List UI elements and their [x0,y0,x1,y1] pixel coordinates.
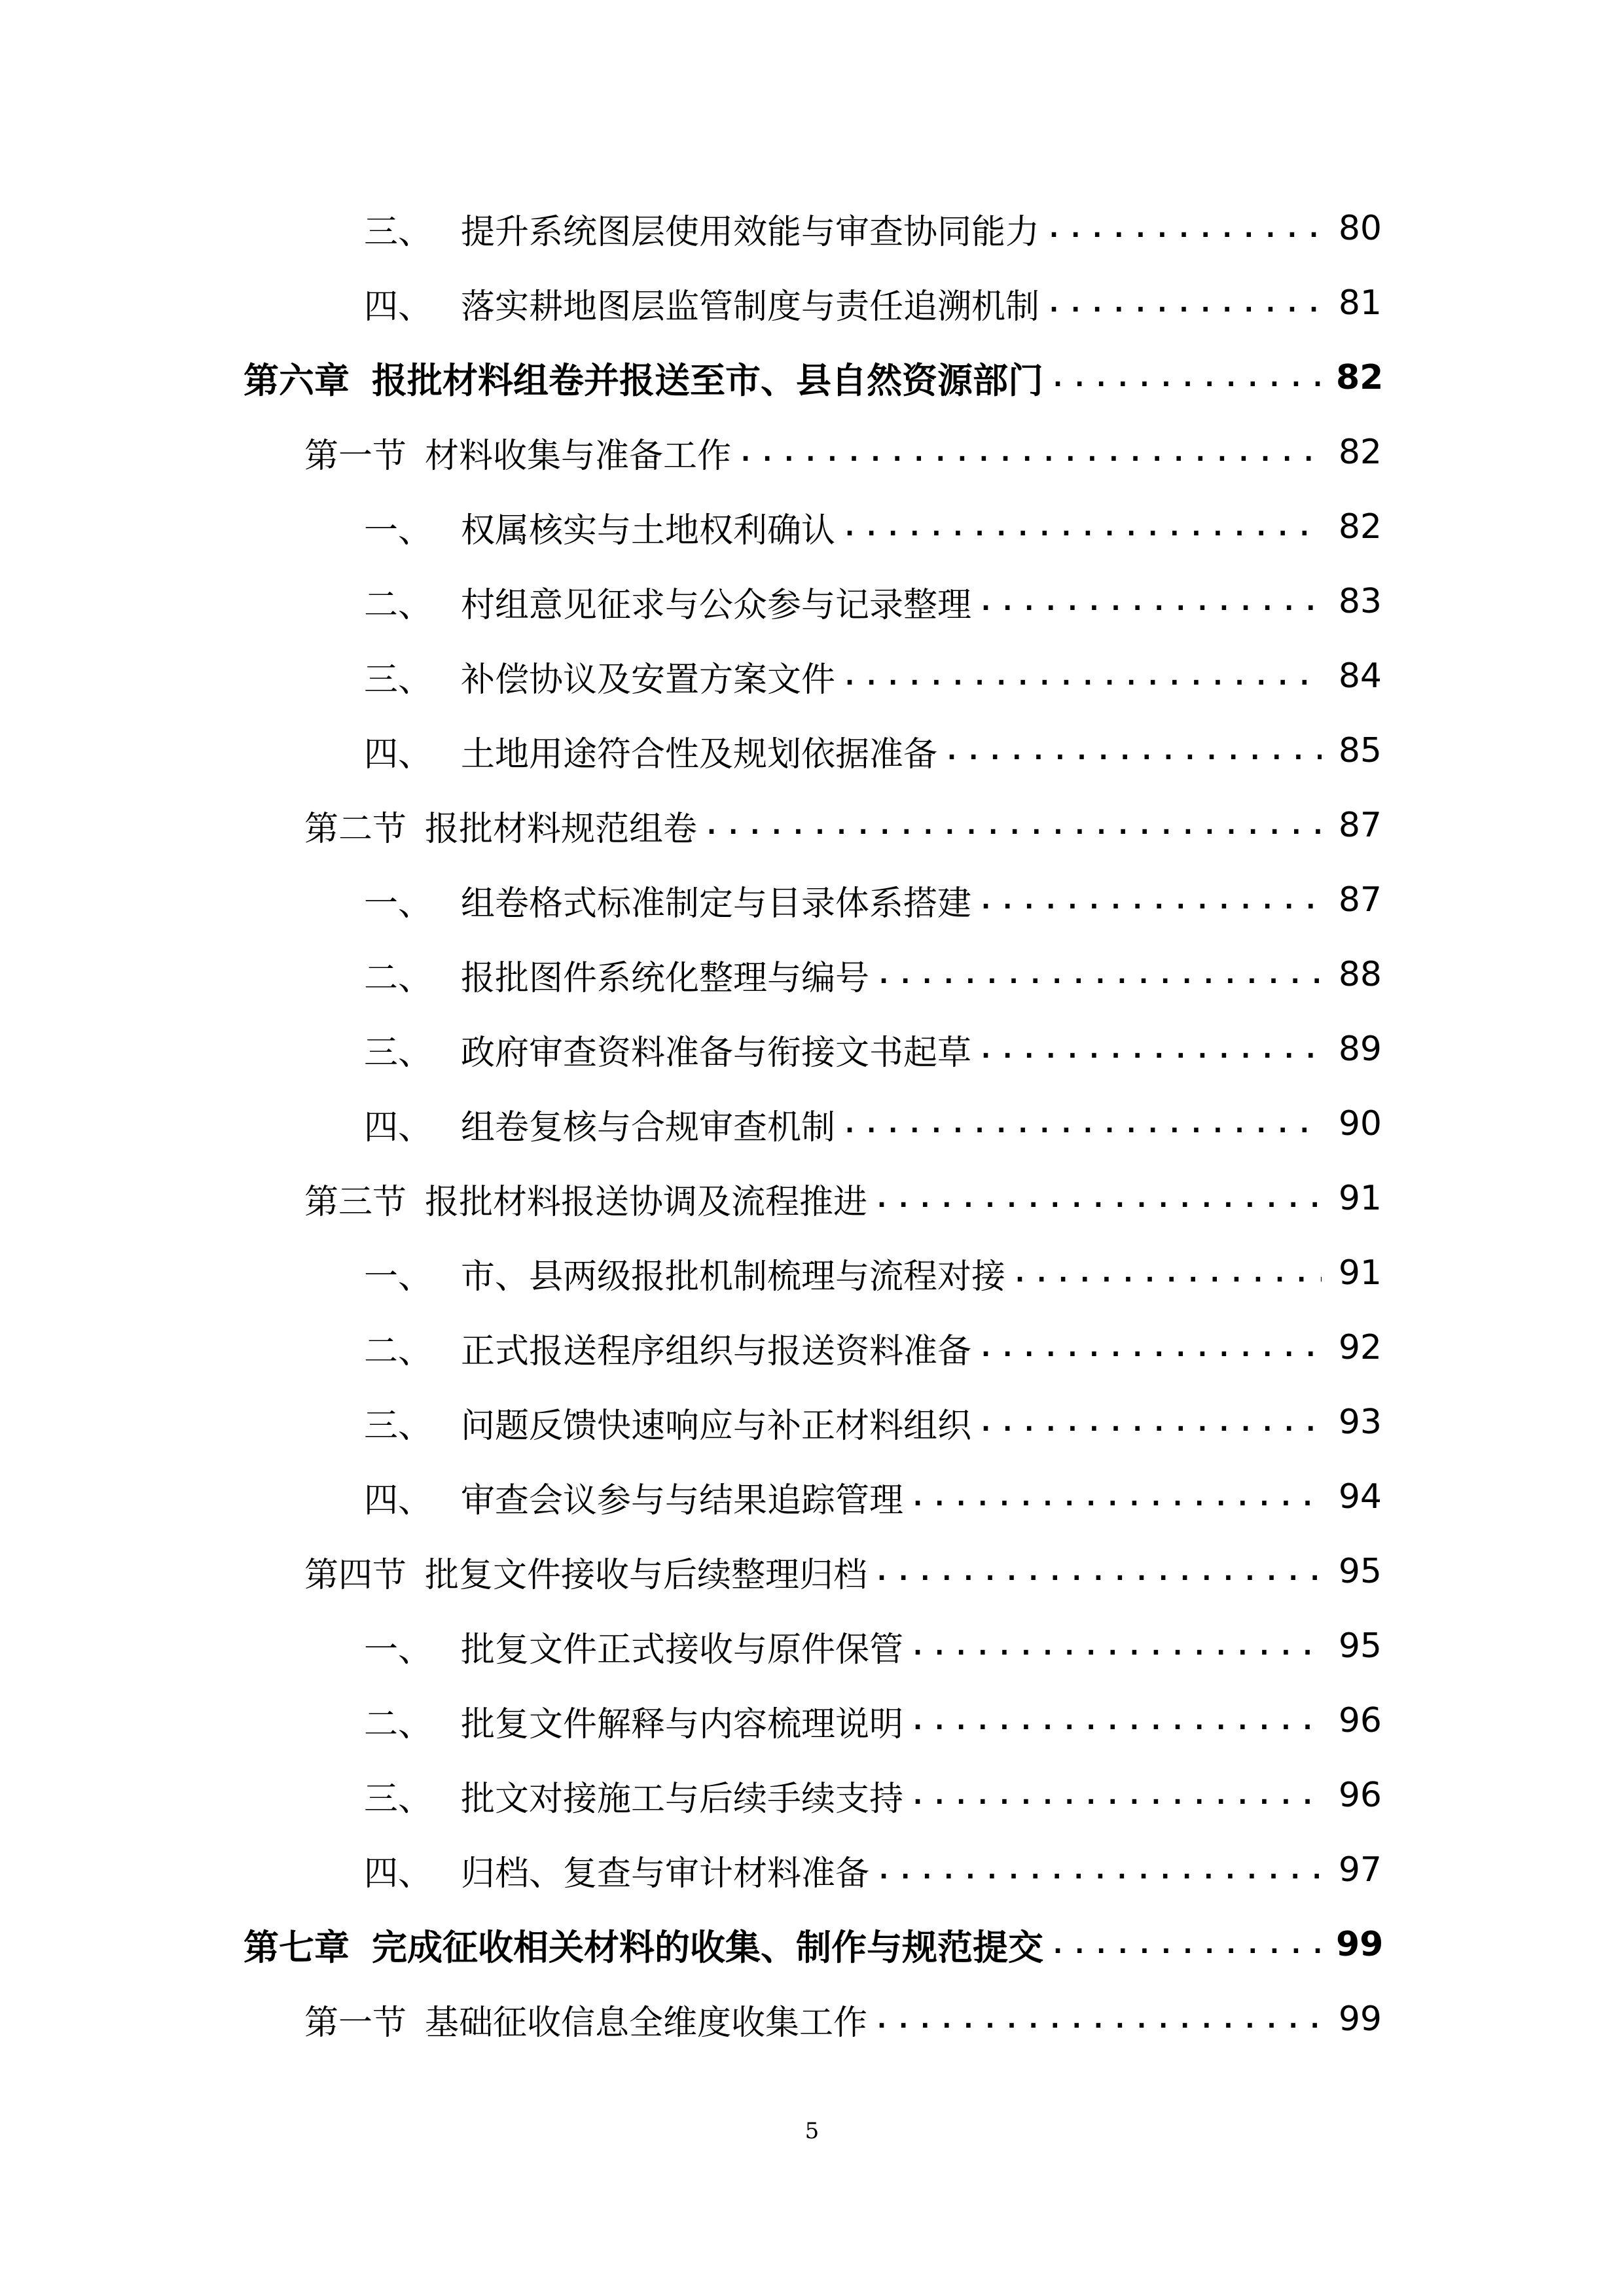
toc-dot-leader [842,661,1322,691]
toc-section-row[interactable] [0,1982,1624,2056]
toc-title: 市、县两级报批机制梳理与流程对接 [461,1257,1006,1297]
toc-title: 政府审查资料准备与衔接文书起草 [461,1033,972,1073]
toc-dot-leader [1050,363,1322,393]
toc-entry [244,353,1382,403]
toc-page-number: 87 [1338,880,1382,920]
toc-page-number: 96 [1338,1701,1382,1740]
toc-dot-leader [978,1333,1322,1363]
toc-page-number: 87 [1338,806,1382,845]
toc-page-number: 89 [1338,1030,1382,1069]
toc-item-row[interactable] [0,266,1624,340]
toc-item-row[interactable] [0,1012,1624,1086]
toc-title: 报批图件系统化整理与编号 [461,958,870,998]
toc-title: 正式报送程序组织与报送资料准备 [461,1331,972,1371]
toc-page-number: 84 [1338,656,1382,696]
toc-marker: 三、 [364,212,433,252]
toc-section-row[interactable] [0,788,1624,863]
toc-page-number: 93 [1338,1403,1382,1442]
toc-title: 批复文件接收与后续整理归档 [425,1555,868,1595]
toc-dot-leader [1046,213,1322,243]
toc-item-row[interactable] [0,1683,1624,1758]
toc-marker: 第七章 [244,1926,350,1968]
toc-dot-leader [910,1631,1322,1661]
toc-entry [364,279,1382,328]
toc-marker: 四、 [364,1107,433,1147]
toc-title: 组卷格式标准制定与目录体系搭建 [461,884,972,924]
toc-page-number: 91 [1338,1253,1382,1293]
toc-title: 权属核实与土地权利确认 [461,511,836,550]
toc-marker: 三、 [364,1406,433,1446]
toc-marker: 四、 [364,1854,433,1893]
toc-dot-leader [978,1034,1322,1064]
toc-page-number: 82 [1338,433,1382,472]
toc-dot-leader [876,960,1322,990]
toc-title: 组卷复核与合规审查机制 [461,1107,836,1147]
toc-marker: 二、 [364,1704,433,1744]
toc-entry [304,428,1382,477]
toc-dot-leader [738,437,1322,467]
toc-title: 土地用途符合性及规划依据准备 [461,734,938,774]
toc-title: 批复文件解释与内容梳理说明 [461,1704,904,1744]
toc-title: 归档、复查与审计材料准备 [461,1854,870,1893]
toc-dot-leader [944,736,1322,766]
toc-dot-leader [1046,288,1322,318]
toc-dot-leader [978,1407,1322,1437]
toc-item-row[interactable] [0,564,1624,639]
toc-page-number: 91 [1338,1179,1382,1218]
toc-marker: 第一节 [304,436,407,476]
toc-title: 报批材料规范组卷 [425,809,698,849]
toc-item-row[interactable] [0,1385,1624,1460]
toc-title: 村组意见征求与公众参与记录整理 [461,585,972,625]
toc-page-number: 85 [1338,731,1382,770]
page-number: 5 [804,2118,820,2144]
toc-entry [364,1846,1382,1895]
toc-chapter-row[interactable] [0,1907,1624,1982]
toc-marker: 第二节 [304,809,407,849]
toc-page-number: 81 [1338,283,1382,323]
toc-entry [364,1771,1382,1820]
toc-dot-leader [842,1109,1322,1139]
toc-title: 落实耕地图层监管制度与责任追溯机制 [461,287,1040,327]
toc-item-row[interactable] [0,1758,1624,1833]
toc-dot-leader [910,1482,1322,1512]
toc-dot-leader [978,885,1322,915]
toc-item-row[interactable] [0,639,1624,713]
toc-entry [364,1398,1382,1447]
toc-title: 提升系统图层使用效能与审查协同能力 [461,212,1040,252]
table-of-contents [0,191,1624,2056]
toc-page-number: 96 [1338,1776,1382,1815]
toc-page-number: 82 [1338,507,1382,547]
toc-dot-leader [842,512,1322,542]
toc-marker: 二、 [364,958,433,998]
toc-page-number: 92 [1338,1328,1382,1367]
toc-entry [364,1249,1382,1298]
toc-item-row[interactable] [0,1609,1624,1683]
toc-item-row[interactable] [0,1460,1624,1534]
toc-marker: 第一节 [304,2003,407,2043]
toc-marker: 一、 [364,884,433,924]
toc-entry [364,726,1382,776]
toc-item-row[interactable] [0,863,1624,937]
toc-item-row[interactable] [0,713,1624,788]
toc-item-row[interactable] [0,1833,1624,1907]
toc-title: 完成征收相关材料的收集、制作与规范提交 [372,1926,1043,1968]
toc-section-row[interactable] [0,415,1624,490]
toc-entry [364,1696,1382,1746]
toc-page-number: 99 [1336,1925,1384,1964]
toc-title: 批复文件正式接收与原件保管 [461,1630,904,1670]
toc-entry [364,1025,1382,1074]
toc-marker: 四、 [364,287,433,327]
toc-item-row[interactable] [0,1310,1624,1385]
toc-page-number: 80 [1338,209,1382,248]
toc-item-row[interactable] [0,191,1624,266]
toc-entry [364,950,1382,999]
toc-entry [244,1920,1382,1970]
toc-dot-leader [1050,1929,1322,1960]
toc-page-number: 97 [1338,1850,1382,1890]
toc-marker: 三、 [364,1779,433,1819]
toc-item-row[interactable] [0,937,1624,1012]
toc-entry [364,577,1382,626]
toc-title: 报批材料组卷并报送至市、县自然资源部门 [372,359,1043,401]
toc-item-row[interactable] [0,1236,1624,1310]
toc-entry [364,1100,1382,1149]
toc-page-number: 88 [1338,955,1382,994]
toc-marker: 一、 [364,511,433,550]
toc-page-number: 90 [1338,1104,1382,1143]
toc-chapter-row[interactable] [0,340,1624,415]
toc-item-row[interactable] [0,490,1624,564]
toc-dot-leader [978,586,1322,617]
toc-entry [364,1622,1382,1671]
toc-marker: 第三节 [304,1182,407,1222]
toc-entry [364,1473,1382,1522]
toc-entry [364,652,1382,701]
toc-dot-leader [704,810,1322,840]
toc-page-number: 95 [1338,1552,1382,1591]
toc-title: 批文对接施工与后续手续支持 [461,1779,904,1819]
toc-title: 审查会议参与与结果追踪管理 [461,1480,904,1520]
toc-dot-leader [910,1780,1322,1810]
toc-marker: 二、 [364,585,433,625]
toc-section-row[interactable] [0,1534,1624,1609]
toc-dot-leader [910,1706,1322,1736]
toc-dot-leader [874,1556,1322,1587]
toc-entry [304,1174,1382,1223]
toc-marker: 第四节 [304,1555,407,1595]
toc-marker: 三、 [364,660,433,700]
toc-title: 材料收集与准备工作 [425,436,732,476]
toc-title: 问题反馈快速响应与补正材料组织 [461,1406,972,1446]
toc-marker: 三、 [364,1033,433,1073]
toc-entry [364,1323,1382,1372]
toc-entry [364,503,1382,552]
toc-page-number: 82 [1336,358,1384,397]
toc-section-row[interactable] [0,1161,1624,1236]
toc-marker: 一、 [364,1257,433,1297]
toc-dot-leader [874,1183,1322,1213]
toc-page-number: 94 [1338,1477,1382,1516]
toc-entry [304,801,1382,850]
toc-dot-leader [1012,1258,1322,1288]
toc-title: 补偿协议及安置方案文件 [461,660,836,700]
toc-entry [304,1995,1382,2044]
toc-dot-leader [874,2004,1322,2034]
toc-marker: 一、 [364,1630,433,1670]
toc-page-number: 83 [1338,582,1382,621]
toc-title: 报批材料报送协调及流程推进 [425,1182,868,1222]
toc-entry [364,876,1382,925]
toc-dot-leader [876,1855,1322,1885]
toc-item-row[interactable] [0,1086,1624,1161]
toc-marker: 四、 [364,1480,433,1520]
toc-marker: 四、 [364,734,433,774]
toc-marker: 二、 [364,1331,433,1371]
toc-page-number: 95 [1338,1626,1382,1666]
toc-title: 基础征收信息全维度收集工作 [425,2003,868,2043]
toc-entry [304,1547,1382,1596]
toc-marker: 第六章 [244,359,350,401]
toc-page-number: 99 [1338,2000,1382,2039]
toc-entry [364,204,1382,253]
